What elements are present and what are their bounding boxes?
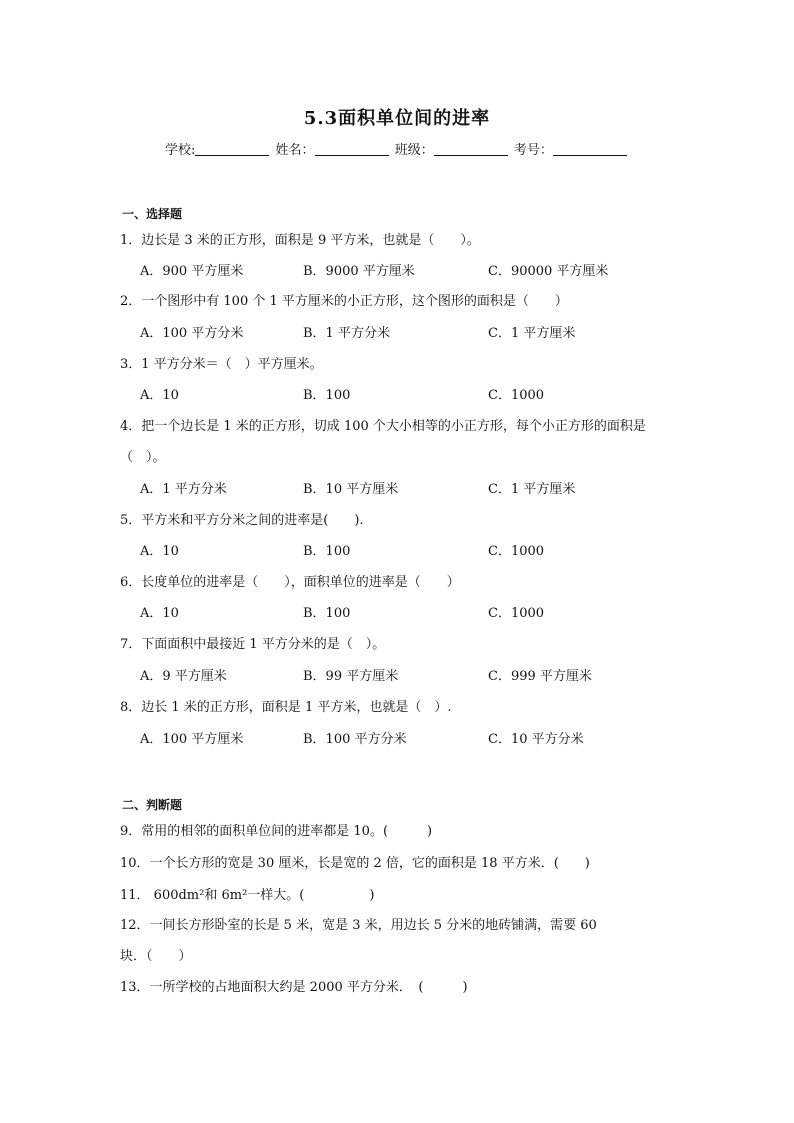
exam-number-blank[interactable] [553, 142, 627, 156]
question-5-options [140, 540, 700, 558]
option-a[interactable]: A．9 平方厘米 [140, 669, 227, 684]
school-blank[interactable] [195, 142, 269, 156]
option-b[interactable]: B．100 平方分米 [303, 732, 407, 747]
option-a[interactable]: A．10 [140, 544, 179, 559]
option-b[interactable]: B．99 平方厘米 [303, 669, 399, 684]
question-7-options [140, 665, 700, 683]
question-1: 1．边长是 3 米的正方形，面积是 9 平方米，也就是（ ）。 [120, 233, 480, 248]
option-a[interactable]: A．10 [140, 606, 179, 621]
question-6-options [140, 602, 700, 620]
option-b[interactable]: B．10 平方厘米 [303, 482, 399, 497]
option-a[interactable]: A．100 平方分米 [140, 326, 244, 341]
question-1-options [140, 260, 700, 278]
section-heading-choice: 一、选择题 [122, 207, 183, 221]
question-2-options [140, 322, 700, 340]
option-a[interactable]: A．10 [140, 388, 179, 403]
option-b[interactable]: B．100 [303, 544, 351, 559]
option-c[interactable]: C．1000 [488, 544, 545, 559]
option-a[interactable]: A．100 平方厘米 [140, 732, 244, 747]
option-c[interactable]: C．1000 [488, 388, 545, 403]
question-12: 12．一间长方形卧室的长是 5 米，宽是 3 米，用边长 5 分米的地砖铺满，需要 60 [120, 918, 597, 933]
school-label: 学校: [165, 143, 196, 158]
student-info-row [165, 139, 629, 158]
page-title: 5.3面积单位间的进率 [303, 108, 491, 129]
question-3: 3．1 平方分米＝（ ）平方厘米。 [120, 357, 323, 372]
question-4: 4．把一个边长是 1 米的正方形，切成 100 个大小相等的小正方形，每个小正方形的面积是 [120, 419, 646, 434]
option-c[interactable]: C．10 平方分米 [488, 732, 584, 747]
name-label: 姓名： [275, 143, 315, 158]
option-a[interactable]: A．900 平方厘米 [140, 264, 244, 279]
question-8: 8．边长 1 米的正方形，面积是 1 平方米，也就是（ ）. [120, 700, 452, 715]
question-6: 6．长度单位的进率是（ ），面积单位的进率是（ ） [120, 575, 460, 590]
class-label: 班级： [394, 143, 434, 158]
option-c[interactable]: C．999 平方厘米 [488, 669, 592, 684]
question-4-continued: （ ）。 [120, 450, 166, 465]
option-a[interactable]: A．1 平方分米 [140, 482, 227, 497]
exam-number-label: 考号： [513, 143, 553, 158]
question-4-options [140, 478, 700, 496]
question-8-options [140, 728, 700, 746]
option-b[interactable]: B．9000 平方厘米 [303, 264, 415, 279]
question-12-continued: 块．（ ） [120, 949, 192, 964]
option-b[interactable]: B．100 [303, 388, 351, 403]
question-10: 10．一个长方形的宽是 30 厘米，长是宽的 2 倍，它的面积是 18 平方米．( ) [120, 856, 590, 871]
question-3-options [140, 384, 700, 402]
question-13: 13．一所学校的占地面积大约是 2000 平方分米． ( ) [120, 980, 468, 995]
question-7: 7．下面面积中最接近 1 平方分米的是（ ）。 [120, 637, 386, 652]
section-heading-judgement: 二、判断题 [122, 798, 183, 812]
question-2: 2．一个图形中有 100 个 1 平方厘米的小正方形，这个图形的面积是（ ） [120, 294, 568, 309]
option-b[interactable]: B．100 [303, 606, 351, 621]
question-5: 5．平方米和平方分米之间的进率是( ). [120, 513, 364, 528]
option-c[interactable]: C．1 平方厘米 [488, 326, 576, 341]
class-blank[interactable] [434, 142, 508, 156]
name-blank[interactable] [315, 142, 389, 156]
option-c[interactable]: C．90000 平方厘米 [488, 264, 609, 279]
question-9: 9．常用的相邻的面积单位间的进率都是 10。( ) [120, 824, 433, 839]
question-11: 11． 600dm²和 6m²一样大。( ) [120, 888, 375, 903]
option-c[interactable]: C．1000 [488, 606, 545, 621]
option-c[interactable]: C．1 平方厘米 [488, 482, 576, 497]
option-b[interactable]: B．1 平方分米 [303, 326, 390, 341]
